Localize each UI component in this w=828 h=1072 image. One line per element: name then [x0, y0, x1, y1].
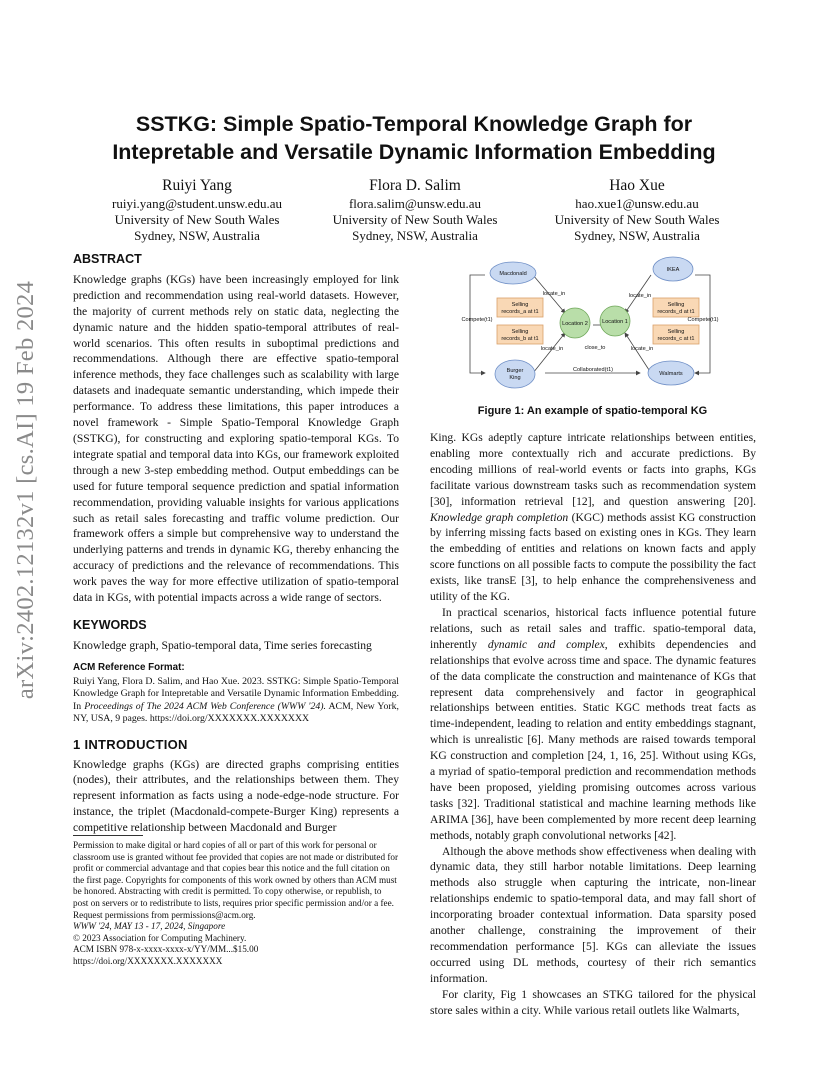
label-king: King [509, 375, 521, 381]
title-line-1: SSTKG: Simple Spatio-Temporal Knowledge Graph for [135, 112, 693, 136]
burger-king-node [495, 360, 535, 388]
acm-ref-part-b: ACM, New York, NY, USA, 9 pages. https://doi.org/XXXXXXX.XXXXXXX [73, 700, 399, 725]
label-sell-c-1: Selling [667, 329, 685, 335]
conference-line: WWW '24, MAY 13 - 17, 2024, Singapore [73, 921, 226, 932]
right-paragraph-2 [430, 605, 756, 844]
arxiv-id-text: arXiv:2402.12132v1 [cs.AI] 19 Feb 2024 [12, 280, 39, 700]
abstract-heading: ABSTRACT [73, 252, 142, 266]
footnote-rule [73, 835, 143, 836]
title-line-2: Intepretable and Versatile Dynamic Information Embedding [112, 140, 716, 164]
label-ikea: IKEA [666, 267, 680, 273]
label-sell-b-2: records_b at t1 [501, 336, 539, 342]
label-location-1: Location 1 [602, 319, 628, 325]
introduction-heading: 1 INTRODUCTION [73, 736, 188, 752]
author-block-2 [300, 176, 530, 244]
author-affiliation: University of New South Wales [554, 212, 720, 227]
label-sell-a-1: Selling [511, 302, 529, 308]
label-compete-right: Compete(t1) [687, 317, 719, 323]
left-column [73, 252, 399, 836]
keywords-heading: KEYWORDS [73, 617, 147, 632]
author-name: Hao Xue [609, 177, 665, 194]
rp2-emphasis: dynamic and complex [487, 637, 605, 651]
rp1-part-a: King. KGs adeptly capture intricate relationships between entities, enabling more contextually rich and accurate predictions. By encoding millions of real-world events or facts into graphs, KGs facilitate various downstream tasks such as recommendation system [30], information retrieval [12], and question answering [20]. [430, 431, 756, 508]
author-affiliation: University of New South Wales [332, 212, 498, 227]
author-email: hao.xue1@unsw.edu.au [575, 196, 699, 211]
right-paragraph-4: For clarity, Fig 1 showcases an STKG tailored for the physical store sales within a city. While various retail outlets like Walmarts, [430, 987, 756, 1017]
label-macdonald: Macdonald [499, 271, 527, 277]
permission-block [73, 840, 399, 968]
label-walmarts: Walmarts [659, 371, 683, 377]
label-location-2: Location 2 [562, 321, 588, 327]
label-sell-b-1: Selling [511, 329, 529, 335]
acm-ref-venue: Proceedings of The 2024 ACM Web Conference (WWW '24). [84, 700, 326, 712]
label-sell-a-2: records_a at t1 [501, 309, 539, 315]
acm-ref-part-a: Ruiyi Yang, Flora D. Salim, and Hao Xue. 2023. SSTKG: Simple Spatio-Temporal Knowledge Graph for Intepretable and Versatile Dynamic Information Embedding. In [73, 675, 400, 712]
right-paragraph-3: Although the above methods show effectiveness when dealing with dynamic data, they still harbor notable limitations. Deep learning methods also struggle when capturing the intricate, non-linear relationships endemic to spatio-temporal data, and may fall short of incorporating broader contextual information. Data sparsity posed another challenge, constraining the improvement of their recommendation performance [5]. KGs can alleviate the issues occurred using DL methods, courtesy of their rich semantics information. [430, 844, 756, 985]
isbn-line: ACM ISBN 978-x-xxxx-xxxx-x/YY/MM...$15.00 [73, 944, 259, 955]
author-affiliation: University of New South Wales [114, 212, 280, 227]
author-email: flora.salim@unsw.edu.au [348, 196, 482, 211]
label-collaborated: Collaborated(t1) [572, 367, 614, 373]
figure-caption: Figure 1: An example of spatio-temporal KG [477, 405, 708, 417]
acm-reference-text [73, 676, 399, 726]
label-sell-c-2: records_c at t1 [657, 336, 695, 342]
spatio-temporal-kg-figure [455, 255, 727, 395]
intro-paragraph: Knowledge graphs (KGs) are directed graphs comprising entities (nodes), their attributes, and the relationships between them. They represent information as facts using a node-edge-node structure. For instance, the triplet (Macdonald-compete-Burger King) represents a competitive relationship between Macdonald and Burger [73, 757, 399, 835]
label-locate-in-4: locate_in [630, 346, 654, 352]
author-location: Sydney, NSW, Australia [352, 228, 478, 243]
author-name: Ruiyi Yang [162, 177, 232, 194]
rp1-part-b: (KGC) methods assist KG construction by inferring missing facts based on existing ones in KGs. They learn the embedding of entities and relations on known facts and apply score functions on all possible facts to compute the possibility the fact exists, like transE [3], to help enhance the comprehensiveness and utility of the KG. [430, 510, 756, 604]
label-compete-left: Compete(t1) [461, 317, 493, 323]
rp2-part-b: , exhibits dependencies and relationships that evolve across time and space. The dynamic features of the data complicate the construction and maintenance of KGs that represent data comprehensively and factor in geographical relationships between entities. Static KGC methods treat facts as time-independent, leading to relation and entity embeddings stagnant, which is unrealistic [6]. Many methods are raised towards temporal KG construction and completion [24, 1, 16, 25]. Without using KGs, a myriad of spatio-temporal prediction and recommendation methods have been proposed, yielding promising outcomes across various tasks [32]. Traditional statistical and machine learning methods like ARIMA [36], have been complemented by more recent deep learning methods, notably graph convolutional networks [42]. [430, 637, 757, 842]
author-email: ruiyi.yang@student.unsw.edu.au [112, 196, 282, 211]
arxiv-identifier [8, 280, 44, 700]
label-locate-in-2: locate_in [540, 346, 564, 352]
right-column [430, 430, 756, 1019]
label-sell-d-1: Selling [667, 302, 685, 308]
author-location: Sydney, NSW, Australia [574, 228, 700, 243]
author-block-1 [82, 176, 312, 244]
label-burger: Burger [506, 368, 524, 374]
doi-line: https://doi.org/XXXXXXX.XXXXXXX [73, 955, 223, 966]
label-close-to: close_to [584, 345, 606, 351]
author-name: Flora D. Salim [369, 177, 461, 194]
rp2-part-a: In practical scenarios, historical facts influence potential future relations, such as retail sales and traffic. spatio-temporal data, inherently [430, 605, 756, 651]
author-block-3 [522, 176, 752, 244]
label-sell-d-2: records_d at t1 [657, 309, 695, 315]
label-locate-in-1: locate_in [542, 291, 566, 297]
label-locate-in-3: locate_in [628, 293, 652, 299]
acm-reference-heading: ACM Reference Format: [73, 661, 185, 673]
rp1-emphasis: Knowledge graph completion [430, 510, 569, 524]
keywords-text: Knowledge graph, Spatio-temporal data, Time series forecasting [73, 638, 372, 652]
abstract-text: Knowledge graphs (KGs) have been increasingly employed for link prediction and recommendation using real-world datasets. However, the majority of current methods rely on static data, neglecting the dynamic nature and the hidden spatio-temporal attributes of real-world scenarios. This often results in suboptimal predictions and recommendations. Although there are effective spatio-temporal inference methods, they face challenges such as scalability with large datasets and inadequate semantic understanding, which impede their performance. To address these limitations, this paper introduces a novel framework - Simple Spatio-Temporal Knowledge Graph (SSTKG), for constructing and exploring spatio-temporal KGs. To integrate spatial and temporal data into KGs, our framework exploited through a new 3-step embedding method. Output embeddings can be used for future temporal sequence prediction and spatial information recommendation, providing valuable insights for various applications such as retail sales forecasting and traffic volume prediction. Our framework offers a simple but comprehensive way to understand the underlying patterns and trends in dynamic KG, thereby enhancing the accuracy of predictions and the relevance of recommendations. This work paves the way for more effective utilization of spatio-temporal data in KGs, with potential impacts across a wide range of sectors. [73, 272, 399, 605]
author-location: Sydney, NSW, Australia [134, 228, 260, 243]
right-paragraph-1 [430, 430, 756, 605]
copyright-line: © 2023 Association for Computing Machinery. [73, 932, 247, 943]
permission-text: Permission to make digital or hard copies of all or part of this work for personal or classroom use is granted without fee provided that copies are not made or distributed for profit or commercial advantage and that copies bear this notice and the full citation on the first page. Copyrights for components of this work owned by others than ACM must be honored. Abstracting with credit is permitted. To copy otherwise, or republish, to post on servers or to redistribute to lists, requires prior specific permission and/or a fee. Request permissions from permissions@acm.org. [73, 840, 399, 920]
paper-title [70, 110, 758, 166]
